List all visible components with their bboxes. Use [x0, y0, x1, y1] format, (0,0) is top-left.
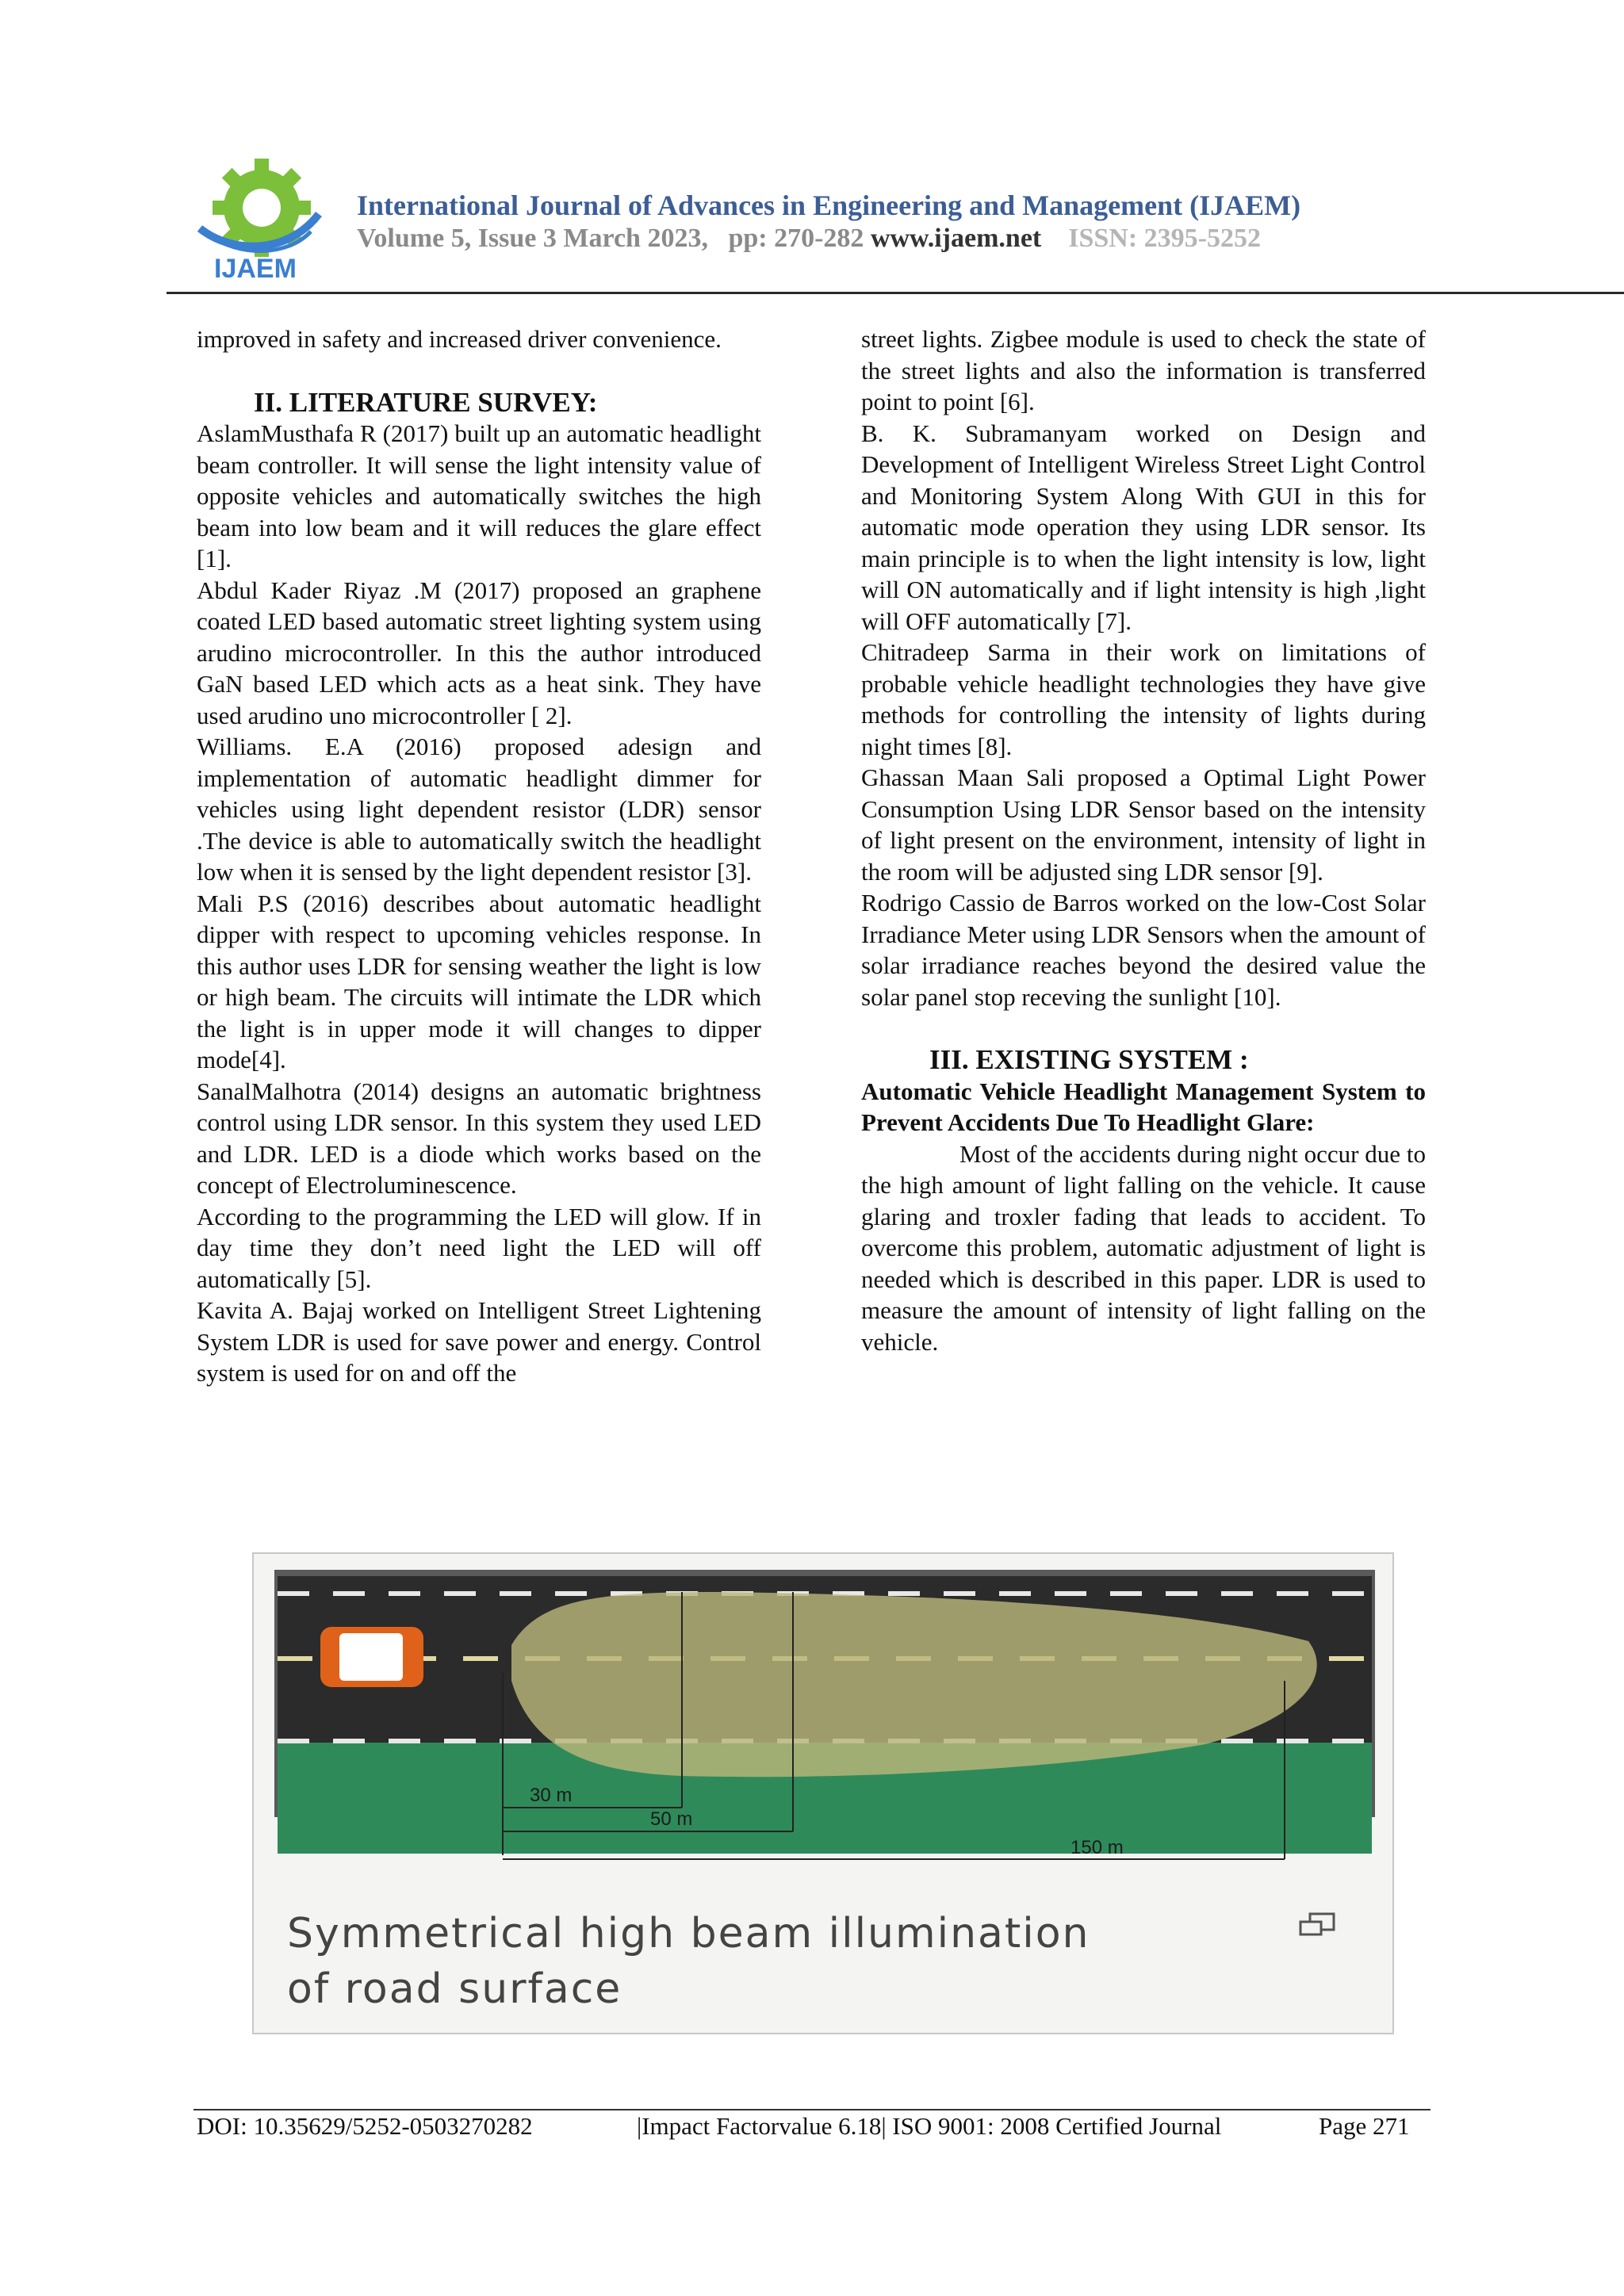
- footer-divider: [193, 2109, 1431, 2110]
- volume-issue: Volume 5, Issue 3 March 2023,: [357, 224, 708, 253]
- figure-caption: [287, 1906, 1090, 2017]
- paragraph: Chitradeep Sarma in their work on limitations of probable vehicle headlight technologies they have give methods for controlling the intensity of lights during night times [8].: [861, 638, 1426, 760]
- expand-icon[interactable]: [1297, 1911, 1337, 1938]
- paragraph: Kavita A. Bajaj worked on Intelligent Street Lightening System LDR is used for save power and energy. Control system is used for on and off the: [197, 1296, 761, 1387]
- doi: DOI: 10.35629/5252-0503270282: [197, 2112, 533, 2140]
- header-divider: [167, 292, 1624, 294]
- paragraph: Abdul Kader Riyaz .M (2017) proposed an graphene coated LED based automatic street lighting system using arudino microcontroller. In this the author introduced GaN based LED which acts as a heat sink. They have used arudino uno microcontroller [ 2].: [197, 576, 761, 729]
- car-roof: [339, 1633, 403, 1681]
- paragraph: According to the programming the LED will glow. If in day time they don’t need light the LED will off automatically [5].: [197, 1202, 761, 1293]
- section-heading-existing-system: III. EXISTING SYSTEM :: [929, 1044, 1249, 1075]
- paragraph: street lights. Zigbee module is used to check the state of the street lights and also the information is transferred point to point [6].: [861, 325, 1426, 415]
- paragraph: AslamMusthafa R (2017) built up an automatic headlight beam controller. It will sense the light intensity value of opposite vehicles and automatically switches the high beam into low beam and it will reduces the glare effect [1].: [197, 419, 761, 572]
- journal-logo: [192, 159, 327, 285]
- page-range: pp: 270-282: [728, 224, 864, 253]
- paragraph: Rodrigo Cassio de Barros worked on the low-Cost Solar Irradiance Meter using LDR Sensors when the amount of solar irradiance reaches beyond the desired value the solar panel stop receving the sunlight [10].: [861, 889, 1426, 1011]
- left-column: [197, 323, 761, 1389]
- impact-factor: |Impact Factorvalue 6.18| ISO 9001: 2008 Certified Journal: [637, 2112, 1222, 2140]
- intro-tail: improved in safety and increased driver convenience.: [197, 325, 722, 353]
- paragraph: Mali P.S (2016) describes about automatic headlight dipper with respect to upcoming vehicles response. In this author uses LDR for sensing weather the light is low or high beam. The circuits will intimate the LDR which the light is in upper mode it will changes to dipper mode[4].: [197, 889, 761, 1073]
- paragraph: SanalMalhotra (2014) designs an automatic brightness control using LDR sensor. In this system they used LED and LDR. LED is a diode which works based on the concept of Electroluminescence.: [197, 1077, 761, 1199]
- gear-logo-icon: [192, 159, 327, 285]
- journal-website-link[interactable]: www.ijaem.net: [870, 224, 1042, 253]
- logo-text: IJAEM: [214, 254, 297, 284]
- right-column: [861, 323, 1426, 1357]
- page-number: Page 271: [1319, 2112, 1410, 2140]
- paragraph: Williams. E.A (2016) proposed adesign and implementation of automatic headlight dimmer for vehicles using light dependent resistor (LDR) sensor .The device is able to automatically switch the headlight low when it is sensed by the light dependent resistor [3].: [197, 733, 761, 886]
- paragraph: B. K. Subramanyam worked on Design and Development of Intelligent Wireless Street Light Control and Monitoring System Along With GUI in this for automatic mode operation they using LDR sensor. Its main principle is to when the light intensity is low, light will ON automatically and if light intensity is high ,light will OFF automatically [7].: [861, 419, 1426, 635]
- journal-meta: [357, 224, 1261, 254]
- paragraph: Ghassan Maan Sali proposed a Optimal Light Power Consumption Using LDR Sensor based on the intensity of light present on the environment, intensity of light in the room will be adjusted sing LDR sensor [9].: [861, 763, 1426, 886]
- section-heading-literature-survey: II. LITERATURE SURVEY:: [254, 386, 598, 418]
- dim-label-50m: 50 m: [650, 1808, 693, 1830]
- paragraph: Most of the accidents during night occur due to the high amount of light falling on the vehicle. It cause glaring and troxler fading that leads to accident. To overcome this problem, automatic adjustment of light is needed which is described in this paper. LDR is used to measure the amount of intensity of light falling on the vehicle.: [861, 1139, 1426, 1356]
- caption-line-1: Symmetrical high beam illumination: [287, 1910, 1090, 1957]
- caption-line-2: of road surface: [287, 1965, 622, 2013]
- dim-label-150m: 150 m: [1071, 1837, 1124, 1858]
- dim-label-30m: 30 m: [530, 1785, 573, 1806]
- subsection-heading: Automatic Vehicle Headlight Management System to Prevent Accidents Due To Headlight Glare:: [861, 1077, 1426, 1136]
- journal-title: International Journal of Advances in Engineering and Management (IJAEM): [357, 189, 1301, 221]
- issn: ISSN: 2395-5252: [1068, 224, 1261, 253]
